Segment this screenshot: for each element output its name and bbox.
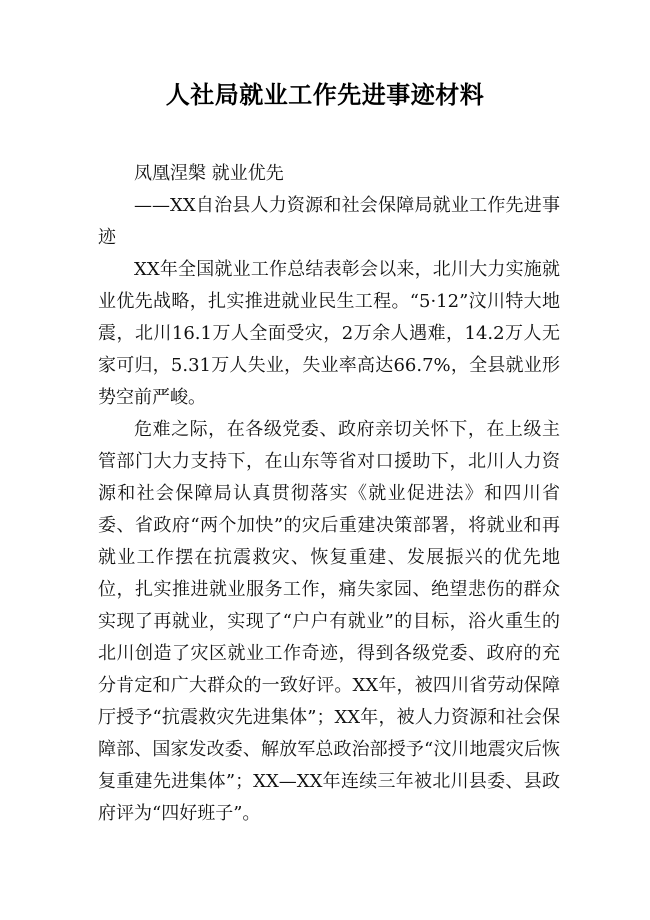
subtitle-line: ——XX自治县人力资源和社会保障局就业工作先进事迹 bbox=[98, 195, 560, 248]
paragraph: XX年全国就业工作总结表彰会以来，北川大力实施就业优先战略，扎实推进就业民生工程。“5·12”汶川特大地震，北川16.1万人全面受灾，2万余人遇难，14.2万人无家可归，5.31万人失业，失业率高达66.7%，全县就业形势空前严峻。 bbox=[98, 259, 560, 408]
document-body bbox=[98, 158, 560, 830]
document-title: 人社局就业工作先进事迹材料 bbox=[165, 81, 485, 109]
subtitle-line: 凤凰涅槃 就业优先 bbox=[134, 163, 284, 184]
paragraph: 危难之际，在各级党委、政府亲切关怀下，在上级主管部门大力支持下，在山东等省对口援助下，北川人力资源和社会保障局认真贯彻落实《就业促进法》和四川省委、省政府“两个加快”的灾后重建决策部署，将就业和再就业工作摆在抗震救灾、恢复重建、发展振兴的优先地位，扎实推进就业服务工作，痛失家园、绝望悲伤的群众实现了再就业，实现了“户户有就业”的目标，浴火重生的北川创造了灾区就业工作奇迹，得到各级党委、政府的充分肯定和广大群众的一致好评。XX年，被四川省劳动保障厅授予“抗震救灾先进集体”；XX年，被人力资源和社会保障部、国家发改委、解放军总政治部授予“汶川地震灾后恢复重建先进集体”；XX—XX年连续三年被北川县委、县政府评为“四好班子”。 bbox=[98, 419, 560, 824]
